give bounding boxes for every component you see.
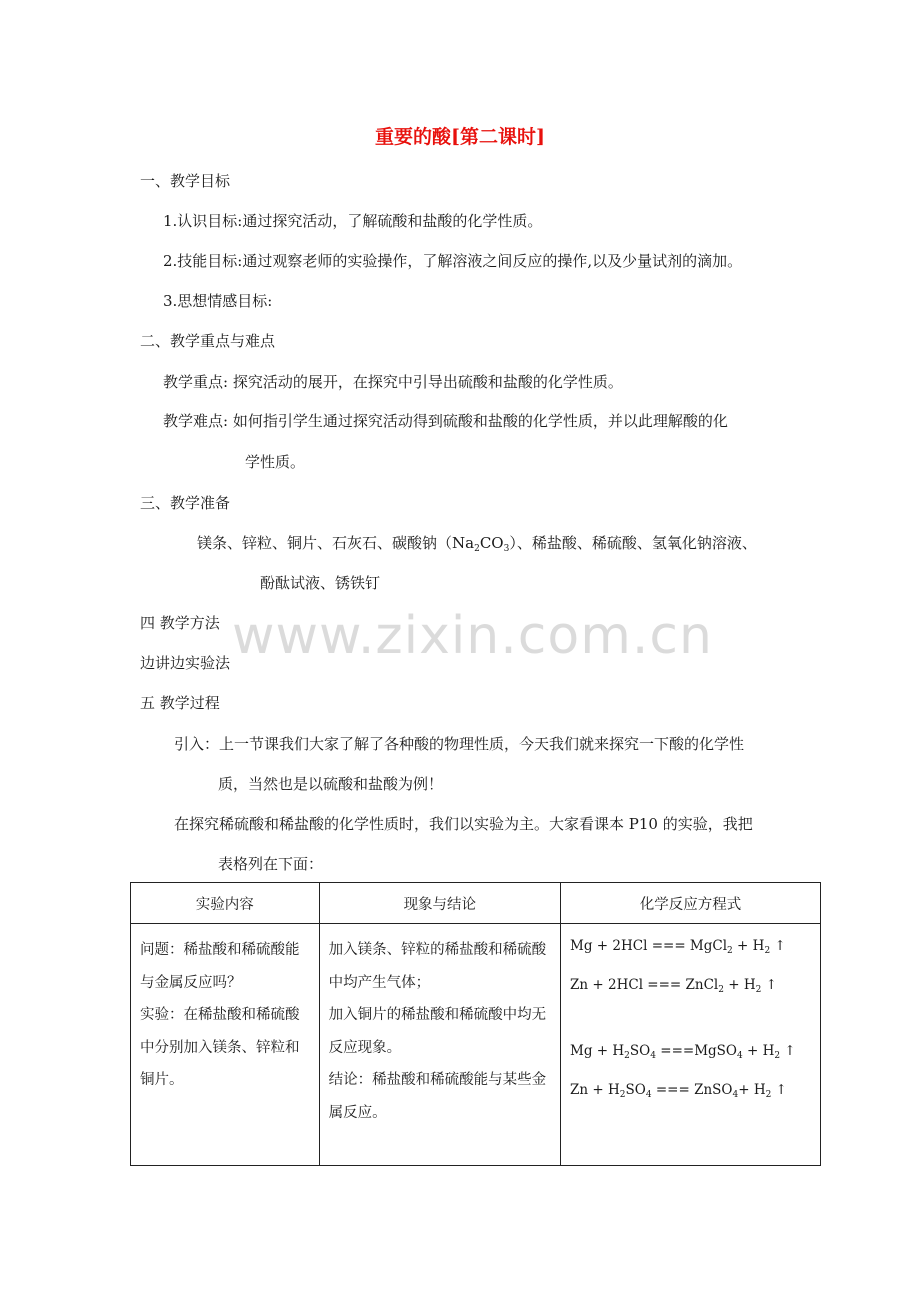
table-header-row xyxy=(131,883,821,924)
experiment-question: 问题：稀盐酸和稀硫酸能与金属反应吗？ xyxy=(140,942,300,991)
preparation-materials-line1 xyxy=(197,533,757,553)
subscript: 2 xyxy=(764,946,771,956)
difficult-point-line2: 学性质。 xyxy=(245,453,306,471)
paragraph-line1: 在探究稀硫酸和稀盐酸的化学性质时，我们以实验为主。大家看课本 P10 的实验，我把 xyxy=(174,815,753,833)
eq-text: SO xyxy=(625,1082,646,1098)
equation-cell xyxy=(561,924,821,1166)
eq-text: + H xyxy=(732,938,765,954)
eq-text: === ZnSO xyxy=(651,1082,733,1098)
subscript: 4 xyxy=(650,1051,656,1061)
materials-text-c: ）、稀盐酸、稀硫酸、氢氧化钠溶液、 xyxy=(509,534,757,552)
equation-mg-hcl xyxy=(570,936,814,956)
subscript: 3 xyxy=(503,544,510,554)
objective-item-1: 1.认识目标:通过探究活动，了解硫酸和盐酸的化学性质。 xyxy=(163,212,543,230)
conclusion: 结论：稀盐酸和稀硫酸能与某些金属反应。 xyxy=(328,1072,547,1121)
eq-text: + H xyxy=(723,977,756,993)
intro-line1: 引入：上一节课我们大家了解了各种酸的物理性质，今天我们就来探究一下酸的化学性 xyxy=(174,735,745,753)
gas-arrow: ↑ xyxy=(775,1082,787,1098)
key-point-text: 教学重点: 探究活动的展开，在探究中引导出硫酸和盐酸的化学性质。 xyxy=(163,373,623,391)
eq-text: + H xyxy=(742,1043,775,1059)
subscript: 2 xyxy=(755,985,762,995)
phenomenon-copper: 加入铜片的稀盐酸和稀硫酸中均无反应现象。 xyxy=(328,1007,547,1056)
method-text: 边讲边实验法 xyxy=(140,654,231,672)
eq-text: Zn + 2HCl === ZnCl xyxy=(570,977,719,993)
subscript: 2 xyxy=(718,985,724,995)
eq-text: ===MgSO xyxy=(655,1043,737,1059)
experiment-procedure: 实验：在稀盐酸和稀硫酸中分别加入镁条、锌粒和铜片。 xyxy=(140,1007,300,1088)
materials-text-a: 镁条、锌粒、铜片、石灰石、碳酸钠（Na xyxy=(197,534,475,552)
eq-text: SO xyxy=(629,1043,651,1059)
equation-mg-h2so4 xyxy=(570,1041,814,1061)
eq-text: + H xyxy=(738,1082,766,1098)
gas-arrow: ↑ xyxy=(774,938,786,954)
subscript: 2 xyxy=(774,1051,781,1061)
subscript: 2 xyxy=(474,544,480,554)
subscript: 4 xyxy=(645,1090,652,1100)
section-heading-method: 四 教学方法 xyxy=(140,614,220,632)
objective-item-2: 2.技能目标:通过观察老师的实验操作，了解溶液之间反应的操作,以及少量试剂的滴加。 xyxy=(163,252,743,270)
experiment-content-cell xyxy=(131,924,320,1166)
subscript: 4 xyxy=(736,1051,743,1061)
eq-text: Mg + H xyxy=(570,1043,625,1059)
subscript: 4 xyxy=(732,1090,739,1100)
section-heading-process: 五 教学过程 xyxy=(140,694,220,712)
preparation-materials-line2: 酚酞试液、锈铁钉 xyxy=(260,574,381,592)
watermark: www.zixin.com.cn xyxy=(232,606,713,666)
document-title: 重要的酸[第二课时] xyxy=(375,126,545,148)
gas-arrow: ↑ xyxy=(765,977,777,993)
subscript: 2 xyxy=(765,1090,772,1100)
subscript: 2 xyxy=(624,1051,630,1061)
section-heading-objectives: 一、教学目标 xyxy=(140,172,231,190)
phenomenon-cell xyxy=(319,924,560,1166)
difficult-point-line1: 教学难点: 如何指引学生通过探究活动得到硫酸和盐酸的化学性质，并以此理解酸的化 xyxy=(163,412,728,430)
eq-text: Mg + 2HCl === MgCl xyxy=(570,938,728,954)
objective-item-3: 3.思想情感目标: xyxy=(163,292,273,310)
equation-zn-hcl xyxy=(570,975,814,995)
subscript: 2 xyxy=(727,946,733,956)
section-heading-key-points: 二、教学重点与难点 xyxy=(140,332,276,350)
paragraph-line2: 表格列在下面： xyxy=(218,855,324,873)
gas-arrow: ↑ xyxy=(784,1043,796,1059)
equation-zn-h2so4 xyxy=(570,1080,814,1100)
materials-text-b: CO xyxy=(479,534,504,552)
experiment-table xyxy=(130,882,821,1166)
intro-line2: 质，当然也是以硫酸和盐酸为例！ xyxy=(218,775,444,793)
table-header-phenomenon: 现象与结论 xyxy=(319,883,560,924)
table-header-equation: 化学反应方程式 xyxy=(561,883,821,924)
subscript: 2 xyxy=(619,1090,626,1100)
section-heading-preparation: 三、教学准备 xyxy=(140,494,231,512)
phenomenon-gas: 加入镁条、锌粒的稀盐酸和稀硫酸中均产生气体； xyxy=(328,942,547,991)
table-row xyxy=(131,924,821,1166)
eq-text: Zn + H xyxy=(570,1082,620,1098)
table-header-content: 实验内容 xyxy=(131,883,320,924)
